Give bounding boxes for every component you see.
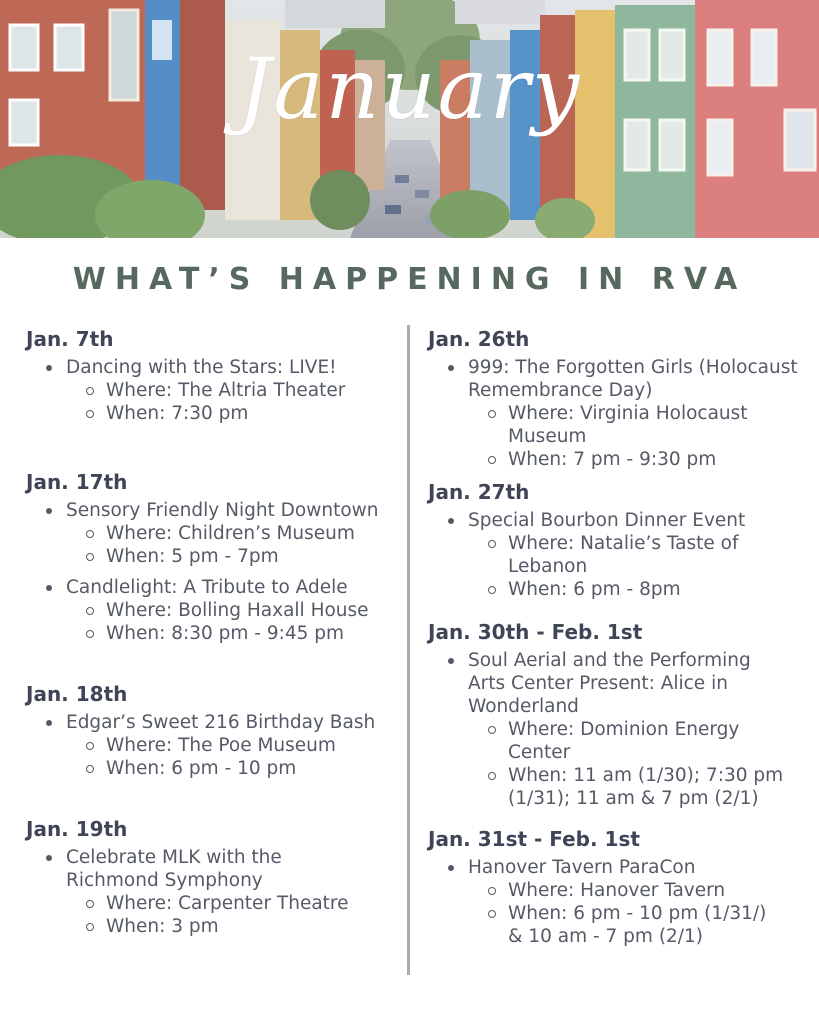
event-title: Sensory Friendly Night Downtown [66, 500, 379, 521]
date-block [26, 469, 398, 645]
event-item [26, 846, 398, 938]
event-item [26, 499, 398, 568]
event-item [26, 356, 398, 425]
date-block [428, 479, 808, 601]
event-item [428, 509, 808, 601]
event-when: When: 6 pm - 10 pm [66, 757, 398, 780]
date-block [26, 681, 398, 780]
event-where: Where: Bolling Haxall House [66, 599, 398, 622]
right-column [428, 326, 808, 956]
event-where: Where: Virginia Holocaust Museum [468, 402, 768, 448]
date-heading: Jan. 30th - Feb. 1st [428, 620, 643, 644]
event-when: When: 7:30 pm [66, 402, 398, 425]
event-title: Special Bourbon Dinner Event [468, 510, 746, 531]
date-heading: Jan. 27th [428, 480, 530, 504]
month-title: January [237, 40, 582, 138]
date-heading: Jan. 18th [26, 682, 128, 706]
event-title: Celebrate MLK with the Richmond Symphony [66, 847, 282, 891]
event-when: When: 6 pm - 8pm [468, 578, 808, 601]
event-where: Where: Children’s Museum [66, 522, 398, 545]
event-item [26, 576, 398, 645]
date-heading: Jan. 31st - Feb. 1st [428, 827, 640, 851]
date-heading: Jan. 19th [26, 817, 128, 841]
date-block [26, 326, 398, 425]
event-where: Where: The Altria Theater [66, 379, 398, 402]
event-where: Where: Carpenter Theatre [66, 892, 398, 915]
event-when: When: 3 pm [66, 915, 398, 938]
event-title: Dancing with the Stars: LIVE! [66, 357, 337, 378]
event-item [26, 711, 398, 780]
column-divider [407, 325, 410, 975]
page-heading: WHAT’S HAPPENING IN RVA [72, 262, 747, 297]
date-heading: Jan. 17th [26, 470, 128, 494]
event-when: When: 8:30 pm - 9:45 pm [66, 622, 398, 645]
event-item [428, 356, 808, 471]
event-item [428, 856, 808, 948]
date-heading: Jan. 26th [428, 327, 530, 351]
event-where: Where: Natalie’s Taste of Lebanon [468, 532, 758, 578]
date-block [428, 826, 808, 948]
event-where: Where: Hanover Tavern [468, 879, 808, 902]
event-when: When: 6 pm - 10 pm (1/31/) & 10 am - 7 pm (2/1) [468, 902, 768, 948]
event-where: Where: The Poe Museum [66, 734, 398, 757]
event-where: Where: Dominion Energy Center [468, 718, 758, 764]
date-block [428, 326, 808, 471]
event-when: When: 5 pm - 7pm [66, 545, 398, 568]
date-block [428, 619, 808, 810]
event-title: Edgar’s Sweet 216 Birthday Bash [66, 712, 376, 733]
event-title: Soul Aerial and the Performing Arts Center Present: Alice in Wonderland [468, 650, 751, 717]
event-item [428, 649, 808, 810]
event-when: When: 7 pm - 9:30 pm [468, 448, 808, 471]
date-heading: Jan. 7th [26, 327, 114, 351]
date-block [26, 816, 398, 938]
banner-illustration [0, 0, 819, 238]
left-column [26, 326, 398, 946]
event-title: Candlelight: A Tribute to Adele [66, 577, 348, 598]
event-title: 999: The Forgotten Girls (Holocaust Remembrance Day) [468, 357, 798, 401]
event-when: When: 11 am (1/30); 7:30 pm (1/31); 11 am & 7 pm (2/1) [468, 764, 788, 810]
event-title: Hanover Tavern ParaCon [468, 857, 696, 878]
